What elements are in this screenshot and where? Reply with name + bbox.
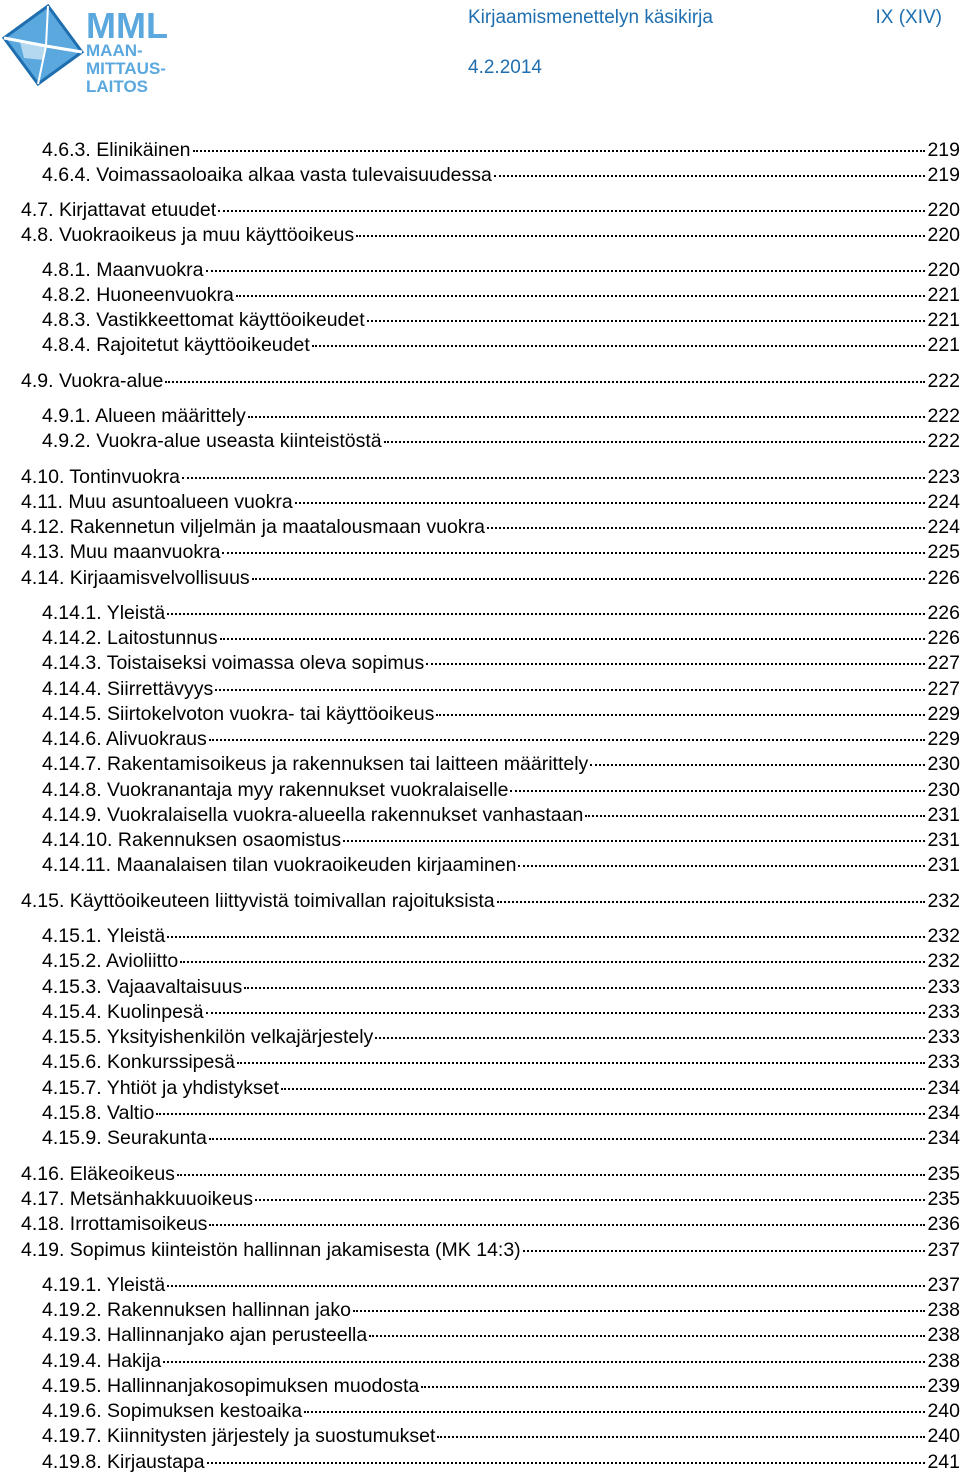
toc-entry[interactable] [42, 1126, 960, 1151]
toc-entry[interactable] [42, 949, 960, 974]
toc-entry-label: 4.14.8. Vuokranantaja myy rakennukset vuokralaiselle [42, 779, 509, 801]
toc-entry-page: 238 [927, 1350, 960, 1372]
page-header [0, 0, 960, 100]
toc-entry[interactable] [42, 1050, 960, 1075]
toc-dot-leader [167, 613, 925, 615]
toc-entry[interactable] [21, 540, 960, 565]
toc-entry[interactable] [42, 1374, 960, 1399]
page-number-label: IX (XIV) [875, 7, 942, 28]
toc-entry-label: 4.19.5. Hallinnanjakosopimuksen muodosta [42, 1375, 420, 1397]
toc-entry[interactable] [42, 975, 960, 1000]
toc-entry[interactable] [42, 1450, 960, 1475]
toc-entry-page: 227 [927, 678, 960, 700]
toc-entry-page: 221 [927, 284, 960, 306]
toc-dot-leader [209, 1138, 926, 1140]
toc-dot-leader [304, 1411, 925, 1413]
toc-entry-label: 4.8.3. Vastikkeettomat käyttöoikeudet [42, 309, 365, 331]
toc-entry-label: 4.8. Vuokraoikeus ja muu käyttöoikeus [21, 224, 355, 246]
toc-entry[interactable] [42, 1076, 960, 1101]
toc-entry-label: 4.19.2. Rakennuksen hallinnan jako [42, 1299, 351, 1321]
toc-dot-leader [255, 1199, 925, 1201]
toc-entry[interactable] [42, 163, 960, 188]
toc-dot-leader [167, 936, 925, 938]
toc-dot-leader [523, 1250, 926, 1252]
toc-entry-label: 4.14.7. Rakentamisoikeus ja rakennuksen tai laitteen määrittely [42, 753, 589, 775]
toc-entry-label: 4.15.6. Konkurssipesä [42, 1051, 235, 1073]
toc-entry-page: 219 [927, 164, 960, 186]
toc-entry-page: 234 [927, 1077, 960, 1099]
toc-entry-label: 4.19. Sopimus kiinteistön hallinnan jakamisesta (MK 14:3) [21, 1239, 521, 1261]
toc-entry-page: 223 [927, 466, 960, 488]
toc-entry-label: 4.14.2. Laitostunnus [42, 627, 218, 649]
toc-entry[interactable] [21, 515, 960, 540]
toc-entry-label: 4.19.6. Sopimuksen kestoaika [42, 1400, 303, 1422]
toc-entry[interactable] [42, 1349, 960, 1374]
toc-entry-label: 4.16. Eläkeoikeus [21, 1163, 175, 1185]
toc-dot-leader [165, 381, 925, 383]
toc-entry-label: 4.19.8. Kirjaustapa [42, 1451, 205, 1473]
toc-dot-leader [375, 1037, 925, 1039]
toc-dot-leader [585, 815, 925, 817]
toc-entry-page: 219 [927, 139, 960, 161]
toc-entry-page: 224 [927, 516, 960, 538]
toc-entry-label: 4.14.10. Rakennuksen osaomistus [42, 829, 342, 851]
toc-dot-leader [209, 739, 926, 741]
toc-entry[interactable] [42, 333, 960, 358]
toc-dot-leader [494, 175, 926, 177]
toc-dot-leader [436, 714, 925, 716]
toc-entry[interactable] [21, 198, 960, 223]
toc-entry-page: 227 [927, 652, 960, 674]
toc-entry-page: 233 [927, 976, 960, 998]
toc-entry-page: 224 [927, 491, 960, 513]
toc-dot-leader [177, 1174, 926, 1176]
toc-dot-leader [281, 1088, 925, 1090]
logo-text-line-3: LAITOS [86, 77, 149, 96]
toc-dot-leader [156, 1113, 925, 1115]
toc-entry-label: 4.13. Muu maanvuokra [21, 541, 221, 563]
toc-dot-leader [590, 764, 925, 766]
toc-dot-leader [182, 477, 925, 479]
toc-entry-page: 222 [927, 405, 960, 427]
document-title: Kirjaamismenettelyn käsikirja [468, 7, 713, 28]
toc-dot-leader [222, 552, 925, 554]
toc-entry-label: 4.15.9. Seurakunta [42, 1127, 207, 1149]
toc-dot-leader [510, 790, 925, 792]
toc-entry-page: 234 [927, 1102, 960, 1124]
toc-entry-page: 221 [927, 334, 960, 356]
toc-entry[interactable] [21, 889, 960, 914]
toc-dot-leader [252, 578, 926, 580]
toc-entry-label: 4.15.1. Yleistä [42, 925, 166, 947]
toc-entry-label: 4.15.3. Vajaavaltaisuus [42, 976, 243, 998]
toc-entry-page: 231 [927, 804, 960, 826]
toc-entry-page: 231 [927, 829, 960, 851]
toc-entry-label: 4.9.1. Alueen määrittely [42, 405, 246, 427]
toc-entry-page: 232 [927, 890, 960, 912]
toc-entry[interactable] [42, 1399, 960, 1424]
toc-entry-label: 4.8.2. Huoneenvuokra [42, 284, 234, 306]
toc-dot-leader [180, 961, 925, 963]
toc-dot-leader [487, 527, 926, 529]
toc-entry-page: 233 [927, 1051, 960, 1073]
toc-dot-leader [207, 1462, 926, 1464]
toc-entry[interactable] [21, 1212, 960, 1237]
toc-dot-leader [421, 1386, 925, 1388]
toc-entry[interactable] [42, 803, 960, 828]
toc-dot-leader [215, 689, 925, 691]
toc-entry-page: 229 [927, 728, 960, 750]
toc-dot-leader [312, 345, 926, 347]
toc-entry-label: 4.10. Tontinvuokra [21, 466, 180, 488]
toc-entry[interactable] [42, 1323, 960, 1348]
toc-entry[interactable] [42, 702, 960, 727]
toc-dot-leader [367, 320, 926, 322]
toc-dot-leader [248, 416, 926, 418]
logo-text-mml: MML [86, 5, 168, 46]
toc-entry-label: 4.15.8. Valtio [42, 1102, 155, 1124]
toc-dot-leader [497, 901, 926, 903]
toc-entry-page: 222 [927, 430, 960, 452]
toc-entry-page: 235 [927, 1163, 960, 1185]
toc-entry[interactable] [42, 828, 960, 853]
toc-entry-label: 4.19.1. Yleistä [42, 1274, 166, 1296]
toc-entry-label: 4.19.3. Hallinnanjako ajan perusteella [42, 1324, 368, 1346]
toc-entry-page: 239 [927, 1375, 960, 1397]
toc-entry[interactable] [42, 404, 960, 429]
toc-entry[interactable] [42, 626, 960, 651]
toc-entry-label: 4.8.1. Maanvuokra [42, 259, 204, 281]
toc-entry-label: 4.6.4. Voimassaoloaika alkaa vasta tulevaisuudessa [42, 164, 492, 186]
toc-entry-label: 4.15.4. Kuolinpesä [42, 1001, 204, 1023]
toc-entry-page: 235 [927, 1188, 960, 1210]
toc-entry-page: 234 [927, 1127, 960, 1149]
toc-entry-page: 222 [927, 370, 960, 392]
toc-dot-leader [220, 638, 926, 640]
toc-dot-leader [384, 441, 926, 443]
toc-dot-leader [167, 1285, 925, 1287]
toc-dot-leader [163, 1361, 925, 1363]
toc-entry-label: 4.9.2. Vuokra-alue useasta kiinteistöstä [42, 430, 382, 452]
toc-entry[interactable] [42, 853, 960, 878]
toc-entry[interactable] [42, 1298, 960, 1323]
toc-entry[interactable] [42, 651, 960, 676]
logo-text-line-1: MAAN- [86, 41, 143, 60]
toc-entry-page: 226 [927, 602, 960, 624]
toc-dot-leader [369, 1335, 925, 1337]
toc-entry-page: 233 [927, 1001, 960, 1023]
toc-entry-label: 4.11. Muu asuntoalueen vuokra [21, 491, 293, 513]
toc-entry-label: 4.14.4. Siirrettävyys [42, 678, 214, 700]
toc-entry[interactable] [42, 1000, 960, 1025]
toc-entry-label: 4.15.2. Avioliitto [42, 950, 179, 972]
logo-text-line-2: MITTAUS- [86, 59, 166, 78]
toc-entry[interactable] [42, 308, 960, 333]
toc-entry-page: 237 [927, 1274, 960, 1296]
toc-entry[interactable] [42, 138, 960, 163]
toc-entry[interactable] [21, 1162, 960, 1187]
toc-entry-page: 230 [927, 779, 960, 801]
toc-entry[interactable] [42, 778, 960, 803]
toc-entry[interactable] [42, 727, 960, 752]
toc-dot-leader [295, 502, 926, 504]
toc-entry[interactable] [42, 924, 960, 949]
mml-logo [0, 0, 180, 98]
toc-entry-label: 4.14.3. Toistaiseksi voimassa oleva sopimus [42, 652, 425, 674]
toc-entry-label: 4.7. Kirjattavat etuudet [21, 199, 217, 221]
toc-entry-page: 232 [927, 950, 960, 972]
toc-entry-label: 4.17. Metsänhakkuuoikeus [21, 1188, 253, 1210]
toc-entry-page: 241 [927, 1451, 960, 1473]
toc-entry-label: 4.14.11. Maanalaisen tilan vuokraoikeuden kirjaaminen [42, 854, 517, 876]
toc-entry-label: 4.15.5. Yksityishenkilön velkajärjestely [42, 1026, 374, 1048]
toc-dot-leader [209, 1224, 925, 1226]
toc-entry-page: 238 [927, 1299, 960, 1321]
toc-dot-leader [426, 663, 925, 665]
toc-entry-page: 236 [927, 1213, 960, 1235]
toc-entry-label: 4.12. Rakennetun viljelmän ja maatalousmaan vuokra [21, 516, 485, 538]
toc-entry-page: 220 [927, 224, 960, 246]
toc-entry-label: 4.14.5. Siirtokelvoton vuokra- tai käyttöoikeus [42, 703, 435, 725]
toc-entry[interactable] [42, 429, 960, 454]
toc-entry-label: 4.19.4. Hakija [42, 1350, 162, 1372]
toc-entry-label: 4.6.3. Elinikäinen [42, 139, 191, 161]
toc-entry[interactable] [21, 369, 960, 394]
envelope-emblem-icon [4, 6, 82, 84]
toc-entry-label: 4.18. Irrottamisoikeus [21, 1213, 208, 1235]
toc-entry-label: 4.8.4. Rajoitetut käyttöoikeudet [42, 334, 310, 356]
toc-entry-label: 4.14. Kirjaamisvelvollisuus [21, 567, 250, 589]
toc-entry[interactable] [42, 677, 960, 702]
toc-entry[interactable] [21, 1187, 960, 1212]
toc-dot-leader [206, 270, 926, 272]
toc-entry[interactable] [21, 566, 960, 591]
toc-dot-leader [244, 987, 925, 989]
toc-entry-page: 232 [927, 925, 960, 947]
toc-entry-page: 220 [927, 199, 960, 221]
toc-entry-page: 240 [927, 1425, 960, 1447]
toc-entry-page: 233 [927, 1026, 960, 1048]
toc-entry[interactable] [42, 1101, 960, 1126]
toc-entry-page: 229 [927, 703, 960, 725]
toc-entry-page: 226 [927, 627, 960, 649]
toc-entry[interactable] [42, 752, 960, 777]
toc-dot-leader [206, 1012, 926, 1014]
toc-dot-leader [353, 1310, 925, 1312]
toc-entry-page: 221 [927, 309, 960, 331]
document-date: 4.2.2014 [468, 57, 542, 78]
toc-entry[interactable] [42, 283, 960, 308]
toc-entry-label: 4.14.6. Alivuokraus [42, 728, 207, 750]
toc-entry-page: 238 [927, 1324, 960, 1346]
toc-dot-leader [218, 210, 925, 212]
toc-entry[interactable] [42, 1424, 960, 1449]
toc-entry-page: 240 [927, 1400, 960, 1422]
toc-dot-leader [356, 235, 925, 237]
toc-entry-page: 220 [927, 259, 960, 281]
toc-entry[interactable] [21, 490, 960, 515]
toc-dot-leader [343, 840, 925, 842]
toc-entry-page: 231 [927, 854, 960, 876]
toc-entry-page: 225 [927, 541, 960, 563]
toc-entry[interactable] [21, 1238, 960, 1263]
toc-entry[interactable] [42, 601, 960, 626]
toc-dot-leader [437, 1436, 925, 1438]
toc-dot-leader [236, 295, 926, 297]
toc-entry-label: 4.14.9. Vuokralaisella vuokra-alueella rakennukset vanhastaan [42, 804, 584, 826]
toc-entry[interactable] [42, 258, 960, 283]
toc-entry-label: 4.15. Käyttöoikeuteen liittyvistä toimivallan rajoituksista [21, 890, 495, 912]
toc-entry-label: 4.9. Vuokra-alue [21, 370, 164, 392]
toc-entry-label: 4.14.1. Yleistä [42, 602, 166, 624]
toc-entry[interactable] [21, 223, 960, 248]
toc-entry-label: 4.15.7. Yhtiöt ja yhdistykset [42, 1077, 280, 1099]
toc-entry[interactable] [42, 1025, 960, 1050]
toc-entry[interactable] [42, 1273, 960, 1298]
toc-entry-label: 4.19.7. Kiinnitysten järjestely ja suostumukset [42, 1425, 436, 1447]
toc-dot-leader [237, 1062, 926, 1064]
toc-entry[interactable] [21, 465, 960, 490]
toc-dot-leader [193, 150, 926, 152]
toc-entry-page: 226 [927, 567, 960, 589]
toc-entry-page: 230 [927, 753, 960, 775]
toc-dot-leader [518, 865, 925, 867]
toc-entry-page: 237 [927, 1239, 960, 1261]
